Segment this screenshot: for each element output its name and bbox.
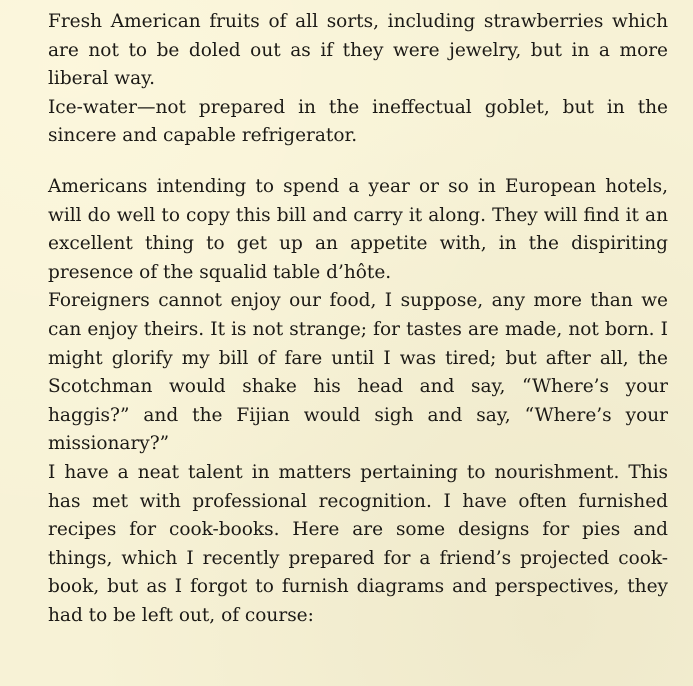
paragraph-talent: I have a neat talent in matters pertaining to nourishment. This has met with professional recognition. I have often furnished recipes for cook-books. Here are some designs for pies and things, which I recently prepared for a friend’s projected cook-book, but as I forgot to furnish diagrams and perspectives, they had to be left out, of course: xyxy=(48,461,668,626)
section-gap xyxy=(48,151,668,173)
paragraph-ice-water: Ice-water—not prepared in the ineffectual goblet, but in the sincere and capable refrigerator. xyxy=(48,96,668,147)
paragraph-foreigners: Foreigners cannot enjoy our food, I suppose, any more than we can enjoy theirs. It is not strange; for tastes are made, not born. I might glorify my bill of fare until I was tired; but after all, the Scotchman would shake his head and say, “Where’s your haggis?” and the Fijian would sigh and say, “Where’s your missionary?” xyxy=(48,290,668,455)
page-text xyxy=(48,8,668,630)
paragraph-americans: Americans intending to spend a year or so in European hotels, will do well to copy this bill and carry it along. They will find it an excellent thing to get up an appetite with, in the dispiriting presence of the squalid table d’hôte. xyxy=(48,175,668,283)
paragraph-fruits: Fresh American fruits of all sorts, including strawberries which are not to be doled out as if they were jewelry, but in a more liberal way. xyxy=(48,11,668,90)
